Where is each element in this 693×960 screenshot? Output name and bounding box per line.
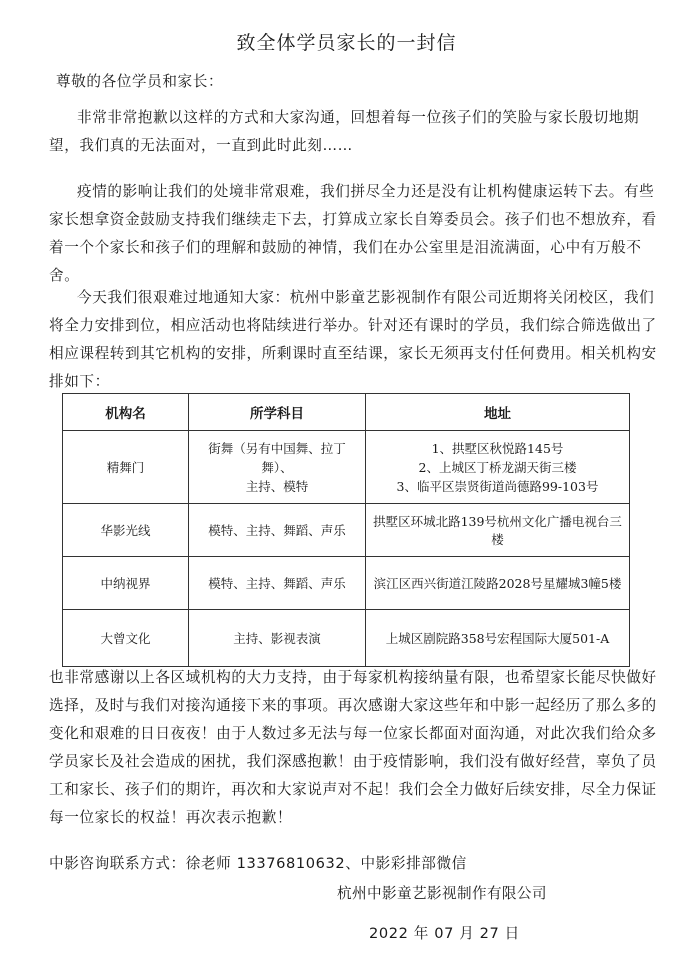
table-row xyxy=(63,557,630,610)
paragraph-1: 非常非常抱歉以这样的方式和大家沟通，回想着每一位孩子们的笑脸与家长殷切地期望，我们真的无法面对，一直到此时此刻…… xyxy=(49,109,640,154)
institution-name: 精舞门 xyxy=(63,431,189,504)
header-institution: 机构名 xyxy=(63,394,189,431)
company-signature: 杭州中影童艺影视制作有限公司 xyxy=(337,885,547,902)
subjects-line: 街舞（另有中国舞、拉丁舞）、 xyxy=(208,440,346,475)
paragraph-3: 今天我们很艰难过地通知大家：杭州中影童艺影视制作有限公司近期将关闭校区，我们将全力安排到位，相应活动也将陆续进行举办。针对还有课时的学员，我们综合筛选做出了相应课程转到其它机构的安排，所剩课时直至结课，家长无须再支付任何费用。相关机构安排如下： xyxy=(49,289,657,390)
table-row xyxy=(63,504,630,557)
institution-address: 拱墅区环城北路139号杭州文化广播电视台三楼 xyxy=(366,504,630,557)
greeting: 尊敬的各位学员和家长： xyxy=(56,73,224,90)
address-line: 1、拱墅区秋悦路145号 xyxy=(431,440,564,456)
institution-name: 大曾文化 xyxy=(63,610,189,667)
table-row xyxy=(63,431,630,504)
institution-name: 华影光线 xyxy=(63,504,189,557)
address-line: 2、上城区丁桥龙湖天街三楼 xyxy=(418,459,577,475)
institution-subjects: 模特、主持、舞蹈、声乐 xyxy=(189,557,366,610)
institution-subjects xyxy=(189,431,366,504)
institution-address xyxy=(366,431,630,504)
paragraph-4: 也非常感谢以上各区域机构的大力支持，由于每家机构接纳量有限，也希望家长能尽快做好选择，及时与我们对接沟通接下来的事项。再次感谢大家这些年和中影一起经历了那么多的变化和艰难的日日夜夜！由于人数过多无法与每一位家长都面对面沟通，对此次我们给众多学员家长及社会造成的困扰，我们深感抱歉！由于疫情影响，我们没有做好经营，辜负了员工和家长、孩子们的期许，再次和大家说声对不起！我们会全力做好后续安排，尽全力保证每一位家长的权益！再次表示抱歉！ xyxy=(49,669,657,826)
paragraph-2: 疫情的影响让我们的处境非常艰难，我们拼尽全力还是没有让机构健康运转下去。有些家长想拿资金鼓励支持我们继续走下去，打算成立家长自筹委员会。孩子们也不想放弃，看着一个个家长和孩子们的理解和鼓励的神情，我们在办公室里是泪流满面，心中有万般不舍。 xyxy=(49,183,657,284)
subjects-line: 主持、模特 xyxy=(245,478,309,494)
institution-table xyxy=(62,393,630,667)
table-header-row xyxy=(63,394,630,431)
address-line: 3、临平区崇贤街道尚德路99-103号 xyxy=(396,478,599,494)
letter-title: 致全体学员家长的一封信 xyxy=(236,32,457,54)
table-row xyxy=(63,610,630,667)
institution-name: 中纳视界 xyxy=(63,557,189,610)
header-subjects: 所学科目 xyxy=(189,394,366,431)
contact-info: 中影咨询联系方式：徐老师 13376810632、中影彩排部微信 xyxy=(49,855,467,872)
institution-address: 上城区剧院路358号宏程国际大厦501-A xyxy=(366,610,630,667)
letter-date: 2022 年 07 月 27 日 xyxy=(369,925,520,942)
institution-subjects: 主持、影视表演 xyxy=(189,610,366,667)
institution-address: 滨江区西兴街道江陵路2028号星耀城3幢5楼 xyxy=(366,557,630,610)
institution-subjects: 模特、主持、舞蹈、声乐 xyxy=(189,504,366,557)
header-address: 地址 xyxy=(366,394,630,431)
